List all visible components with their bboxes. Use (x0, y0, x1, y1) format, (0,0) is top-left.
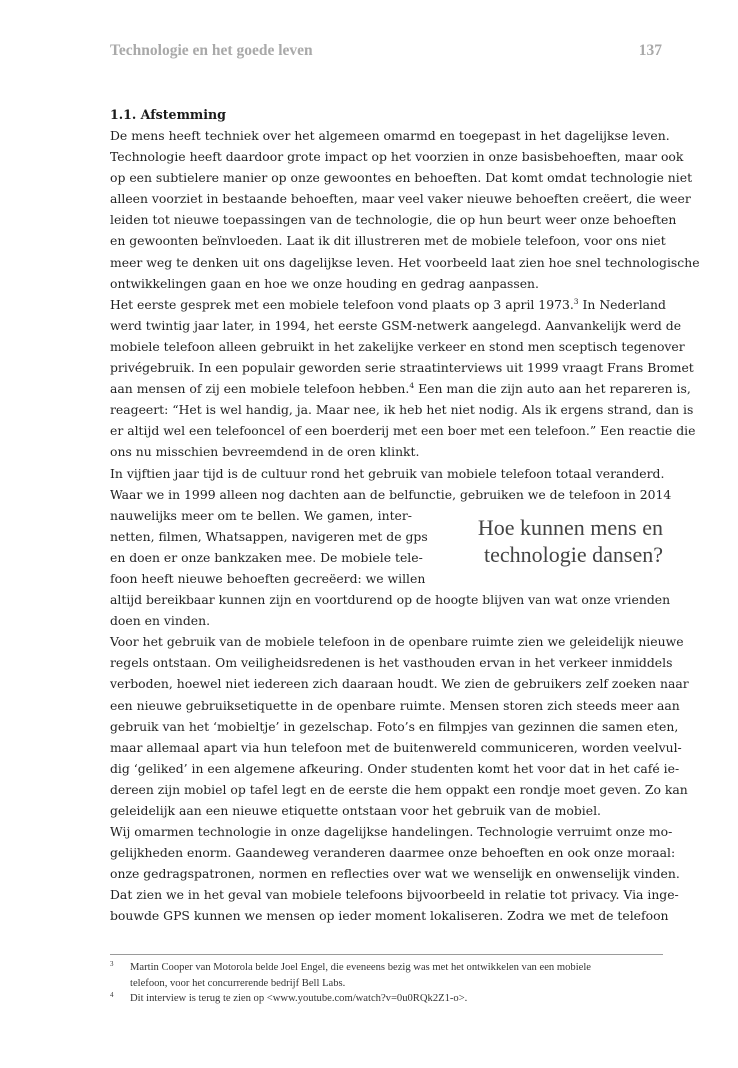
text-line: privégebruik. In een populair geworden serie straatinterviews uit 1999 vraagt Frans Bromet (110, 360, 694, 376)
text-line: mobiele telefoon alleen gebruikt in het zakelijke verkeer en stond men sceptisch tegenover (110, 338, 685, 354)
text-line: ons nu misschien bevreemdend in de oren klinkt. (110, 444, 420, 460)
text-line: nauwelijks meer om te bellen. We gamen, inter- (110, 507, 412, 523)
text-line: alleen voorziet in bestaande behoeften, maar veel vaker nieuwe behoeften creëert, die weer (110, 191, 691, 207)
text-line: Voor het gebruik van de mobiele telefoon in de openbare ruimte zien we geleidelijk nieuwe (110, 634, 684, 650)
text-line: In vijftien jaar tijd is de cultuur rond het gebruik van mobiele telefoon totaal veranderd. (110, 465, 665, 481)
paragraph-4 (110, 631, 689, 821)
footnotes (110, 960, 663, 1007)
running-head-title: Technologie en het goede leven (110, 42, 313, 59)
pull-quote-line: Hoe kunnen mens en (477, 515, 663, 540)
text-line: Technologie heeft daardoor grote impact op het voorzien in onze basisbehoeften, maar ook (110, 149, 684, 165)
text-line: en gewoonten beïnvloeden. Laat ik dit illustreren met de mobiele telefoon, voor ons niet (110, 233, 666, 249)
text-line: op een subtielere manier op onze gewoontes en behoeften. Dat komt omdat technologie niet (110, 170, 693, 186)
text-span: Het eerste gesprek met een mobiele telefoon vond plaats op 3 april 1973. (110, 296, 574, 312)
text-line: geleidelijk aan een nieuwe etiquette ontstaan voor het gebruik van de mobiel. (110, 803, 601, 818)
text-line: onze gedragspatronen, normen en reflecties over wat we wenselijk en onwenselijk vinden. (110, 866, 680, 882)
text-line: werd twintig jaar later, in 1994, het eerste GSM-netwerk aangelegd. Aanvankelijk werd de (110, 317, 682, 333)
footnote-mark: 4 (110, 991, 114, 999)
text-line: verboden, hoewel niet iedereen zich daaraan houdt. We zien de gebruikers zelf zoeken naar (110, 676, 689, 692)
body-text (110, 104, 700, 927)
text-span: In Nederland (578, 296, 666, 312)
text-line: Dat zien we in het geval van mobiele telefoons bijvoorbeeld in relatie tot privacy. Via inge- (110, 887, 679, 903)
text-line: maar allemaal apart via hun telefoon met de buitenwereld communiceren, worden veelvul- (110, 739, 682, 755)
text-line: regels ontstaan. Om veiligheidsredenen is het vasthouden ervan in het verkeer inmiddels (110, 655, 673, 671)
text-line: De mens heeft techniek over het algemeen omarmd en toegepast in het dagelijkse leven. (110, 128, 670, 143)
text-span: Een man die zijn auto aan het repareren is, (414, 381, 691, 397)
text-line: Wij omarmen technologie in onze dagelijkse handelingen. Technologie verruimt onze mo- (110, 824, 673, 840)
text-line: doen en vinden. (110, 613, 211, 629)
text-line: Waar we in 1999 alleen nog dachten aan de belfunctie, gebruiken we de telefoon in 2014 (110, 486, 672, 502)
text-line: reageert: “Het is wel handig, ja. Maar nee, ik heb het niet nodig. Als ik ergens strand, dan is (110, 402, 694, 418)
text-line: er altijd wel een telefooncel of een boerderij met een boer met een telefoon.” Een reactie die (110, 423, 696, 439)
footnote-line: telefoon, voor het concurrerende bedrijf Bell Labs. (130, 977, 346, 989)
running-head (110, 42, 662, 62)
text-line: gebruik van het ‘mobieltje’ in gezelschap. Foto’s en filmpjes van gezinnen die samen eten, (110, 718, 679, 734)
footnote-3 (110, 960, 663, 991)
footnote-mark: 3 (110, 960, 114, 968)
footnote-line: Dit interview is terug te zien op <www.youtube.com/watch?v=0u0RQk2Z1-o>. (130, 993, 468, 1004)
text-line: een nieuwe gebruiksetiquette in de openbare ruimte. Mensen storen zich steeds meer aan (110, 697, 680, 713)
footnote-ref-4: 4 (409, 381, 415, 391)
text-line (110, 378, 691, 399)
footnote-line: Martin Cooper van Motorola belde Joel Engel, die eveneens bezig was met het ontwikkelen van een mobiele (130, 962, 591, 973)
text-line (110, 294, 666, 315)
text-line: netten, filmen, Whatsappen, navigeren met de gps (110, 528, 428, 544)
text-line: en doen er onze bankzaken mee. De mobiele tele- (110, 549, 423, 565)
text-line: foon heeft nieuwe behoeften gecreëerd: we willen (110, 570, 426, 586)
text-line: meer weg te denken uit ons dagelijkse leven. Het voorbeeld laat zien hoe snel technologische (110, 254, 700, 270)
text-line: leiden tot nieuwe toepassingen van de technologie, die op hun beurt weer onze behoeften (110, 212, 677, 228)
pull-quote-line: technologie dansen? (484, 542, 663, 567)
text-span: aan mensen of zij een mobiele telefoon hebben. (110, 381, 410, 397)
text-line: ontwikkelingen gaan en hoe we onze houding en gedrag aanpassen. (110, 275, 539, 291)
paragraph-1 (110, 125, 700, 294)
section-heading: 1.1. Afstemming (110, 107, 226, 122)
text-line: dig ‘geliked’ in een algemene afkeuring. Onder studenten komt het voor dat in het café ie- (110, 760, 680, 776)
footnote-ref-3: 3 (573, 296, 579, 306)
paragraph-5 (110, 821, 680, 926)
text-line: dereen zijn mobiel op tafel legt en de eerste die hem oppakt een rondje moet geven. Zo kan (110, 781, 688, 797)
text-line: gelijkheden enorm. Gaandeweg veranderen daarmee onze behoeften en ook onze moraal: (110, 845, 676, 861)
text-line: altijd bereikbaar kunnen zijn en voortdurend op de hoogte blijven van wat onze vrienden (110, 592, 671, 608)
paragraph-2 (110, 294, 696, 463)
footnote-4 (110, 991, 663, 1007)
text-line: bouwde GPS kunnen we mensen op ieder moment lokaliseren. Zodra we met de telefoon (110, 908, 669, 924)
footnote-divider (110, 954, 663, 955)
page-number: 137 (638, 42, 662, 59)
pull-quote (423, 514, 663, 568)
